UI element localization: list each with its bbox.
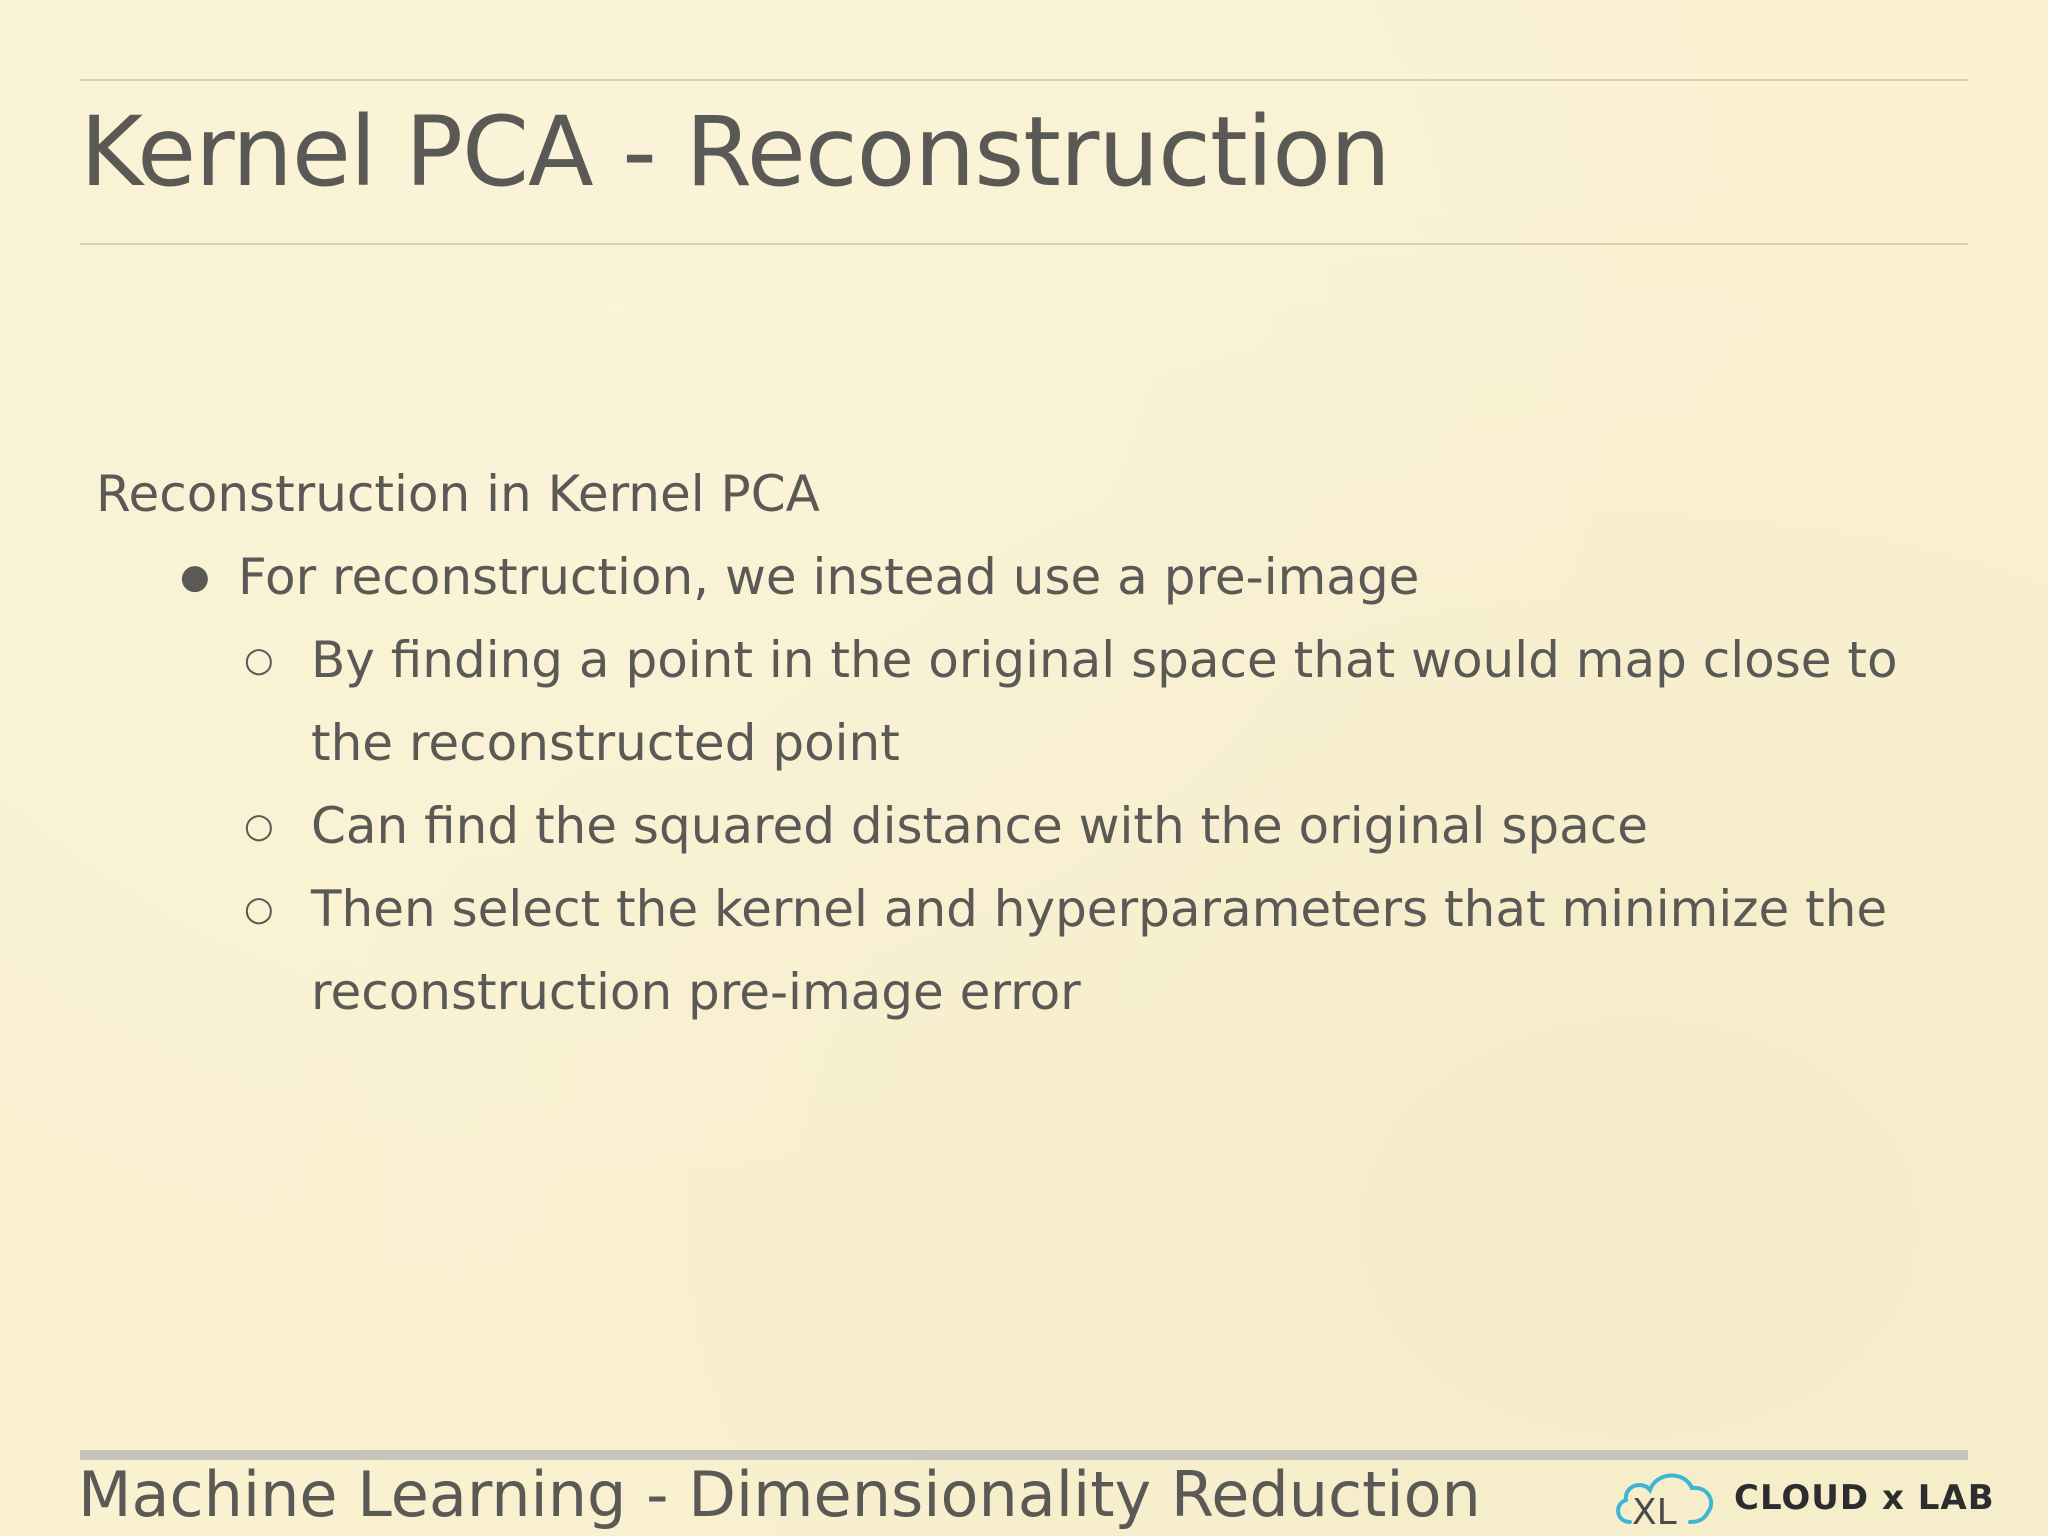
- sub-bullet-icon: ○: [244, 806, 274, 846]
- footer-course-title: Machine Learning - Dimensionality Reduction: [78, 1458, 1481, 1531]
- sub-bullet-item: [96, 619, 1976, 785]
- logo-mark-text: XL: [1632, 1492, 1677, 1530]
- sub-bullet-icon: ○: [244, 640, 274, 680]
- sub-bullet-icon: ○: [244, 889, 274, 929]
- sub-bullet-text: Can find the squared distance with the original space: [311, 797, 1649, 855]
- sub-bullet-text: By finding a point in the original space that would map close to the reconstructed point: [311, 631, 1898, 772]
- sub-bullet-item: [96, 785, 1976, 868]
- top-divider: [80, 79, 1968, 81]
- sub-bullet-text: Then select the kernel and hyperparameters that minimize the reconstruction pre-image error: [311, 880, 1888, 1021]
- bullet-item: [96, 536, 1976, 619]
- logo-text: CLOUD x LAB: [1734, 1478, 1995, 1518]
- section-heading: Reconstruction in Kernel PCA: [96, 465, 820, 523]
- slide-body: [96, 453, 1976, 1034]
- slide-title: Kernel PCA - Reconstruction: [80, 96, 1390, 208]
- cloudxlab-logo: [1610, 1468, 1995, 1530]
- bullet-icon: ●: [180, 557, 210, 597]
- cloud-logo-icon: [1610, 1468, 1718, 1530]
- sub-bullet-item: [96, 868, 1976, 1034]
- bullet-text: For reconstruction, we instead use a pre-image: [238, 548, 1420, 606]
- title-divider: [80, 243, 1968, 245]
